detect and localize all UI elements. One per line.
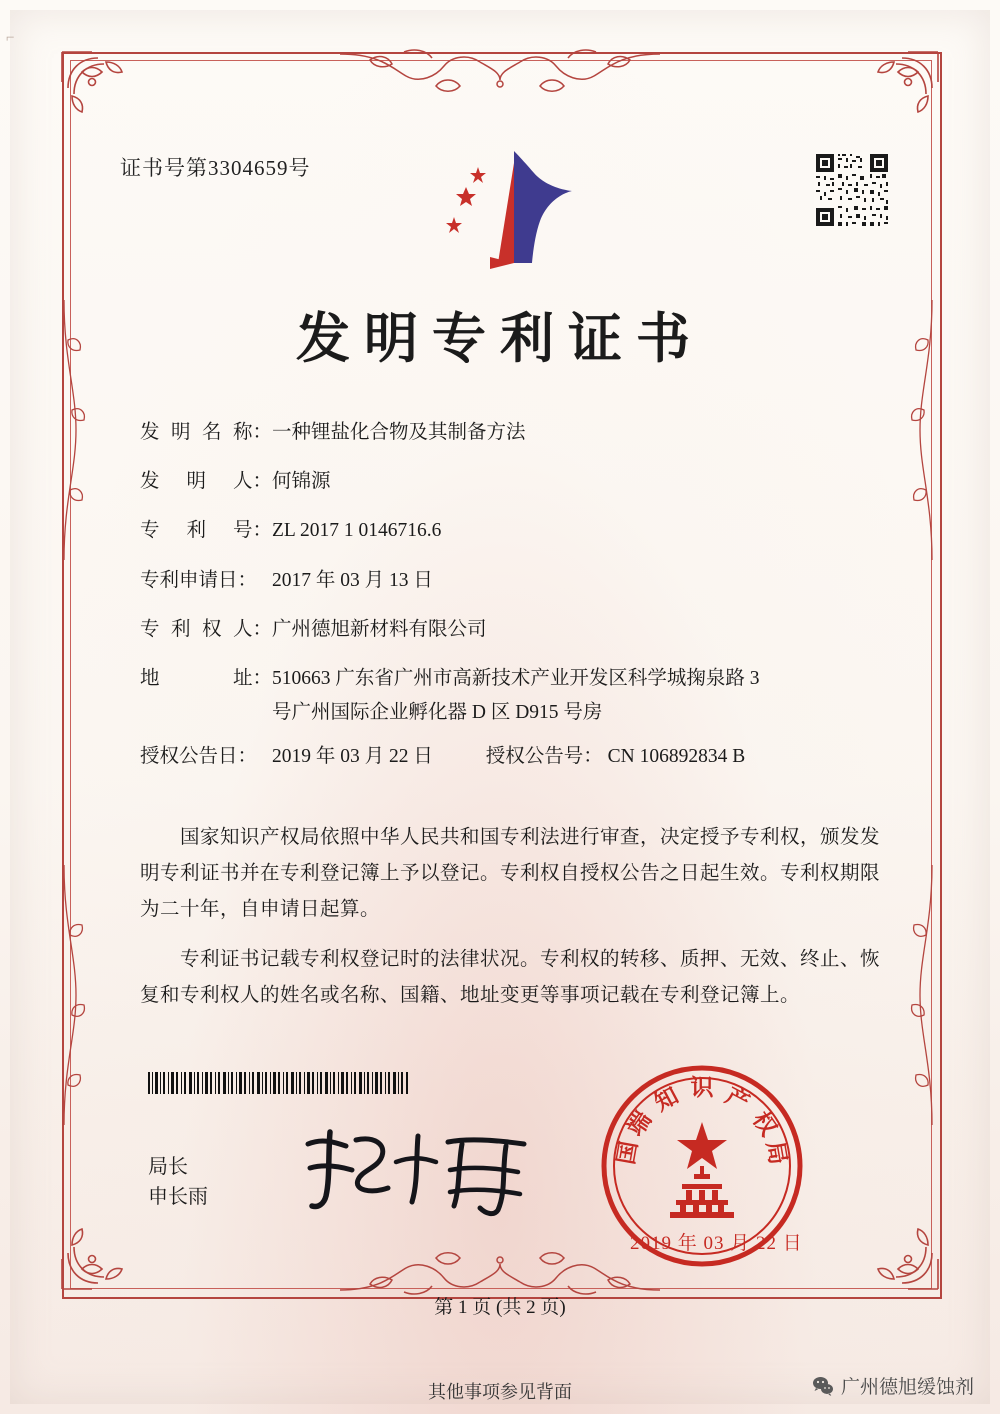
page-title: 发明专利证书 [296,306,704,370]
certificate-number: 证书号第3304659号 [120,156,311,180]
commissioner-role-label: 局长 [148,1156,188,1178]
page-corner-mark: ⌐ [6,30,15,46]
body-text [140,820,880,1028]
side-ornament-left-lower [56,860,90,1125]
handwritten-signature [300,1122,550,1222]
field-value-grant-date: 2019 年 03 月 22 日 [272,746,433,768]
svg-text:产: 产 [720,1082,754,1117]
corner-ornament-top-right [856,48,942,134]
paragraph-1: 国家知识产权局依照中华人民共和国专利法进行审查，决定授予专利权，颁发发明专利证书并在专利登记簿上予以登记。专利权自授权公告之日起生效。专利权期限为二十年，自申请日起算。 [140,827,881,921]
paragraph-2: 专利证书记载专利权登记时的法律状况。专利权的转移、质押、无效、终止、恢复和专利权人的姓名或名称、国籍、地址变更等事项记载在专利登记簿上。 [140,949,881,1007]
field-label: 专利申请日： [140,569,258,591]
commissioner-name-label: 申长雨 [148,1186,208,1208]
svg-text:国: 国 [612,1139,643,1167]
field-value: ZL 2017 1 0146716.6 [272,520,442,542]
field-application-date [140,566,880,596]
field-label: 发 明 人： [140,471,272,493]
field-value: 广州德旭新材料有限公司 [272,618,487,640]
grant-number-colon: ： [583,746,603,768]
field-label: 发 明 名 称： [140,422,272,443]
field-address-line2: 号广州国际企业孵化器 D 区 D915 号房 [272,702,603,724]
field-label-grant-number: 授权公告号 [485,746,584,768]
field-value: 何锦源 [272,471,331,493]
field-list [140,418,880,792]
field-value: 2017 年 03 月 13 日 [272,569,433,591]
field-inventor [140,467,880,497]
field-grant-row [140,742,880,772]
wechat-account-name: 广州德旭缓蚀剂 [840,1377,974,1398]
cnipa-logo-icon [428,145,598,280]
field-invention-title [140,418,880,448]
seal-date: 2019 年 03 月 22 日 [630,1233,803,1254]
svg-text:识: 识 [690,1074,714,1101]
field-value: 510663 广东省广州市高新技术产业开发区科学城掬泉路 3 [272,668,760,690]
field-label: 地 址： [140,668,272,690]
field-value: 一种锂盐化合物及其制备方法 [272,422,526,443]
wechat-watermark [812,1372,974,1399]
field-address [140,664,880,694]
barcode [148,1072,410,1094]
side-ornament-right-lower [906,860,940,1125]
svg-text:局: 局 [761,1139,792,1167]
field-patent-number [140,516,880,546]
svg-text:权: 权 [746,1106,783,1141]
corner-ornament-top-left [58,48,144,134]
svg-text:知: 知 [650,1082,684,1117]
field-label: 专 利 权 人： [140,618,272,640]
field-label-grant-date: 授权公告日： [140,746,258,768]
page-number: 第 1 页 (共 2 页) [434,1297,566,1318]
signature-labels [148,1152,208,1212]
field-label: 专 利 号： [140,520,272,542]
qr-code [814,152,890,228]
wechat-icon [812,1375,834,1397]
corner-ornament-bottom-left [58,1207,144,1293]
field-patentee [140,615,880,645]
top-crest-ornament [340,46,660,98]
back-side-note: 其他事项参见背面 [428,1382,572,1402]
field-value-grant-number: CN 106892834 B [607,746,746,768]
svg-text:端: 端 [621,1106,658,1141]
corner-ornament-bottom-right [856,1207,942,1293]
